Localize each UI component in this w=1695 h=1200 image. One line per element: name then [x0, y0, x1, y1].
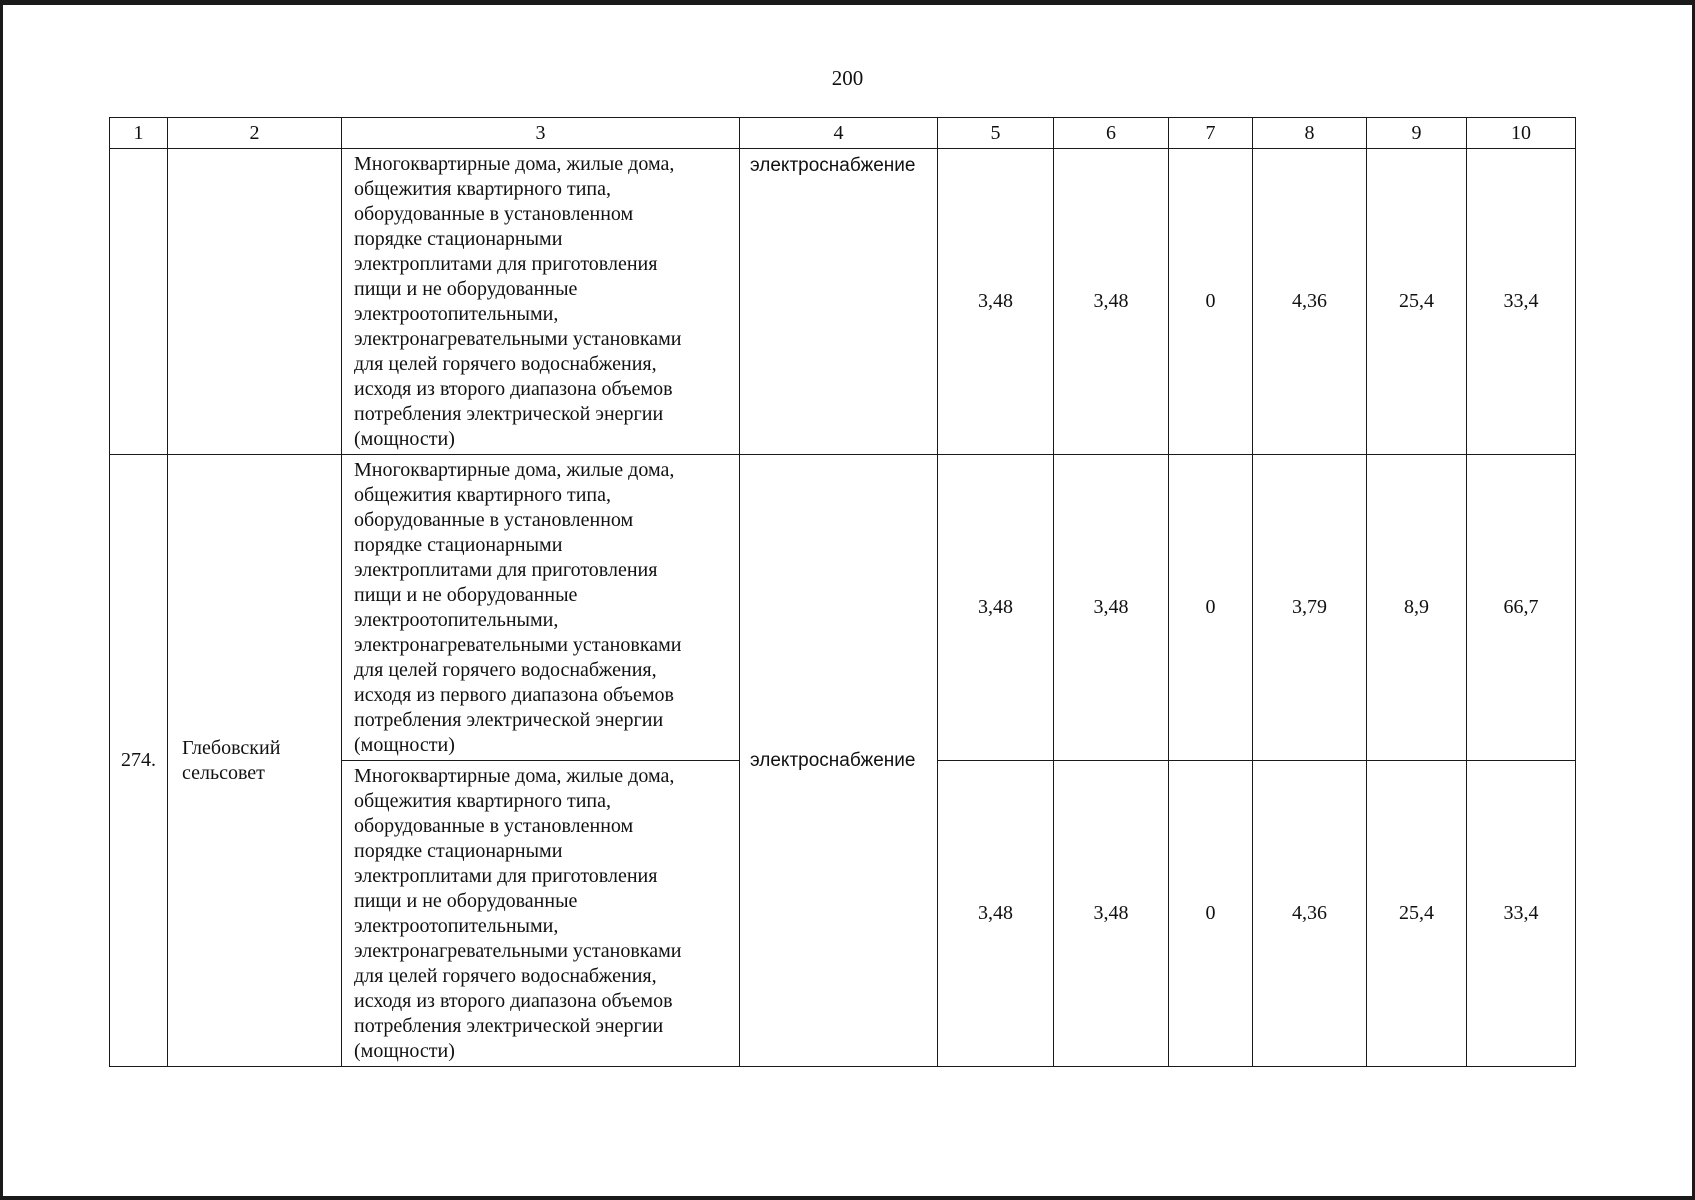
header-cell-3: 3: [342, 118, 740, 149]
value-col7: 0: [1169, 149, 1253, 455]
header-cell-2: 2: [168, 118, 342, 149]
index-cell: 274.: [110, 455, 168, 1067]
description-line: для целей горячего водоснабжения,: [354, 353, 657, 375]
table-header-row: [110, 118, 1576, 149]
description-line: для целей горячего водоснабжения,: [354, 659, 657, 681]
value-col9: 8,9: [1367, 455, 1467, 761]
value-col8: 4,36: [1253, 149, 1367, 455]
value-col5: 3,48: [938, 761, 1054, 1067]
header-cell-6: 6: [1054, 118, 1169, 149]
table-row-continued: [110, 149, 1576, 455]
tariff-table: [109, 117, 1576, 1067]
description-line: общежития квартирного типа,: [354, 178, 612, 200]
description-line: электроплитами для приготовления: [354, 865, 658, 887]
description-line: потребления электрической энергии: [354, 403, 664, 425]
description-line: пищи и не оборудованные: [354, 278, 578, 300]
value-col7: 0: [1169, 761, 1253, 1067]
description-line: оборудованные в установленном: [354, 203, 634, 225]
description-line: потребления электрической энергии: [354, 1015, 664, 1037]
description-line: исходя из первого диапазона объемов: [354, 684, 674, 706]
description-line: пищи и не оборудованные: [354, 584, 578, 606]
description-line: Многоквартирные дома, жилые дома,: [354, 765, 675, 787]
description-cell: [342, 761, 740, 1067]
description-line: порядке стационарными: [354, 840, 563, 862]
description-cell: [342, 149, 740, 455]
description-line: электроотопительными,: [354, 609, 559, 631]
description-line: (мощности): [354, 1040, 455, 1062]
value-col6: 3,48: [1054, 455, 1169, 761]
header-cell-8: 8: [1253, 118, 1367, 149]
description-line: общежития квартирного типа,: [354, 790, 612, 812]
value-col5: 3,48: [938, 149, 1054, 455]
description-cell: [342, 455, 740, 761]
description-line: исходя из второго диапазона объемов: [354, 990, 673, 1012]
settlement-name-line2: сельсовет: [182, 761, 265, 784]
description-line: порядке стационарными: [354, 534, 563, 556]
description-line: электроотопительными,: [354, 303, 559, 325]
name-cell-empty: [168, 149, 342, 455]
description-line: порядке стационарными: [354, 228, 563, 250]
header-cell-4: 4: [740, 118, 938, 149]
description-line: электроотопительными,: [354, 915, 559, 937]
description-line: оборудованные в установленном: [354, 815, 634, 837]
description-line: оборудованные в установленном: [354, 509, 634, 531]
table-row-274-first: [110, 455, 1576, 761]
value-col7: 0: [1169, 455, 1253, 761]
description-line: исходя из второго диапазона объемов: [354, 378, 673, 400]
value-col9: 25,4: [1367, 149, 1467, 455]
description-line: для целей горячего водоснабжения,: [354, 965, 657, 987]
header-cell-7: 7: [1169, 118, 1253, 149]
header-cell-5: 5: [938, 118, 1054, 149]
value-col6: 3,48: [1054, 761, 1169, 1067]
settlement-name-cell: [168, 455, 342, 1067]
value-col8: 3,79: [1253, 455, 1367, 761]
description-line: потребления электрической энергии: [354, 709, 664, 731]
header-cell-10: 10: [1467, 118, 1576, 149]
value-col5: 3,48: [938, 455, 1054, 761]
value-col10: 66,7: [1467, 455, 1576, 761]
description-line: Многоквартирные дома, жилые дома,: [354, 153, 675, 175]
value-col9: 25,4: [1367, 761, 1467, 1067]
service-cell: электроснабжение: [740, 149, 938, 455]
description-line: (мощности): [354, 734, 455, 756]
value-col10: 33,4: [1467, 149, 1576, 455]
header-cell-9: 9: [1367, 118, 1467, 149]
header-cell-1: 1: [110, 118, 168, 149]
description-line: (мощности): [354, 428, 455, 450]
description-line: электроплитами для приготовления: [354, 253, 658, 275]
value-col6: 3,48: [1054, 149, 1169, 455]
service-cell: электроснабжение: [740, 455, 938, 1067]
description-line: пищи и не оборудованные: [354, 890, 578, 912]
index-cell-empty: [110, 149, 168, 455]
value-col8: 4,36: [1253, 761, 1367, 1067]
description-line: электроплитами для приготовления: [354, 559, 658, 581]
description-line: электронагревательными установками: [354, 328, 682, 350]
description-line: общежития квартирного типа,: [354, 484, 612, 506]
description-line: Многоквартирные дома, жилые дома,: [354, 459, 675, 481]
value-col10: 33,4: [1467, 761, 1576, 1067]
description-line: электронагревательными установками: [354, 634, 682, 656]
page-number: 200: [831, 66, 864, 90]
description-line: электронагревательными установками: [354, 940, 682, 962]
settlement-name-line1: Глебовский: [182, 736, 281, 759]
